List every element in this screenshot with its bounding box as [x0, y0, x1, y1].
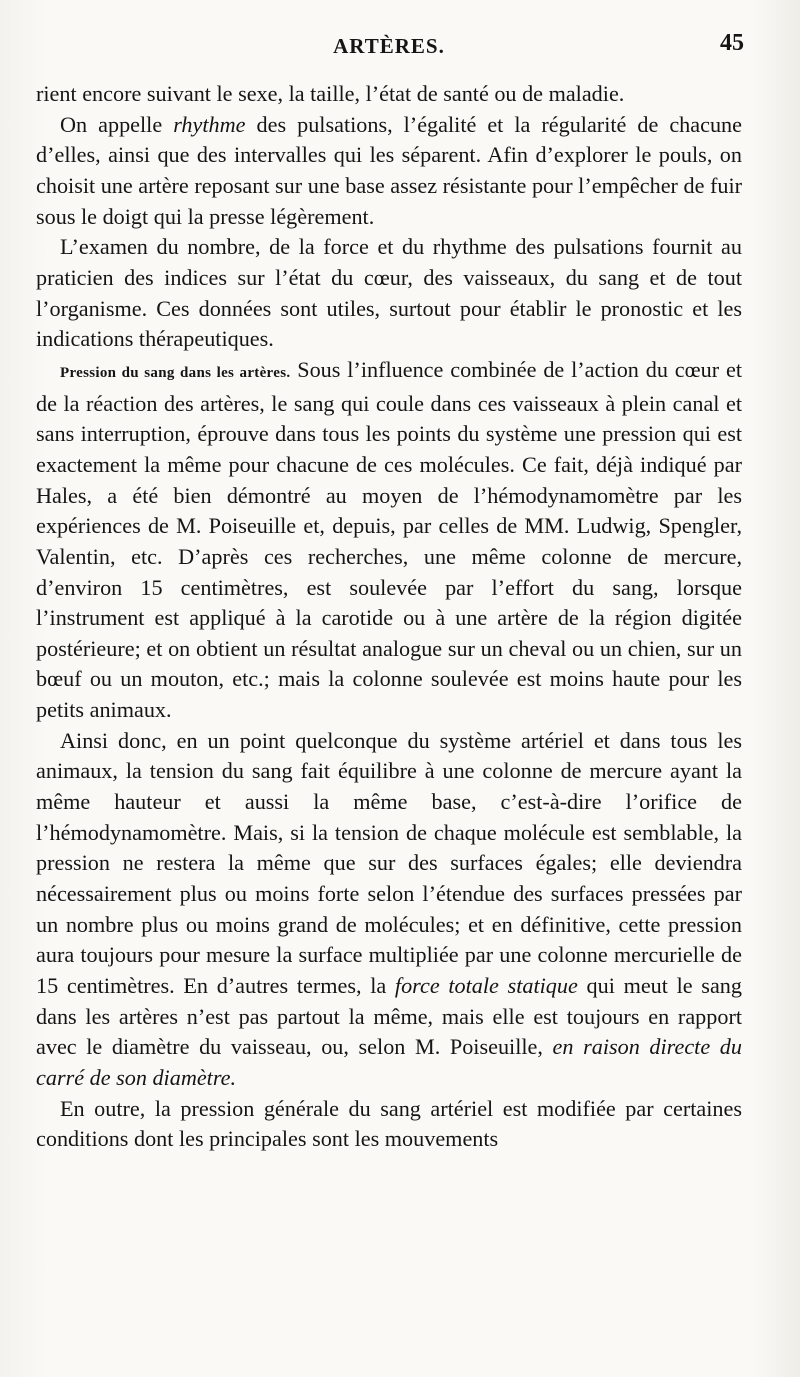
page-header: [36, 30, 742, 70]
paragraph-5-text-b: qui meut le sang dans les artères n’est pas partout la même, mais elle est toujours en rapport avec le diamètre du vaisseau, ou, selon M. Poiseuille,: [36, 973, 742, 1060]
paragraph-1-text: rient encore suivant le sexe, la taille, l’état de santé ou de maladie.: [36, 81, 625, 106]
page-number: 45: [720, 30, 744, 56]
paragraph-2-text-a: On appelle: [60, 111, 174, 137]
paragraph-3: [36, 232, 742, 355]
paragraph-2-text-b: des pulsations, l’égalité et la régularité de chacune d’elles, ainsi que des intervalles qui les séparent. Afin d’explorer le pouls, on choisit une artère reposant sur une base assez résistante pour l’empêcher de fuir sous le doigt qui la presse légèrement.: [36, 111, 743, 229]
paragraph-5-text-a: Ainsi donc, en un point quelconque du système artériel et dans tous les animaux, la tension du sang fait équilibre à une colonne de mercure ayant la même hauteur et aussi la même base, c’est-à-dire l’orifice de l’hémodynamomètre. Mais, si la tension de chaque molécule est semblable, la pression ne restera la même que sur des surfaces égales; elle deviendra nécessairement plus ou moins forte selon l’étendue des surfaces pressées par un nombre plus ou moins grand de molécules; et en définitive, cette pression aura toujours pour mesure la surface multipliée par une colonne mercurielle de 15 centimètres. En d’autres termes, la: [36, 727, 742, 999]
paragraph-4-text: Sous l’influence combinée de l’action du cœur et de la réaction des artères, le sang qui coule dans ces vaisseaux à plein canal et sans interruption, éprouve dans tous les points du système une pression qui est exactement la même pour chacune de ces molécules. Ce fait, déjà indiqué par Hales, a été bien démontré au moyen de l’hémodynamomètre par les expériences de M. Poiseuille et, depuis, par celles de MM. Ludwig, Spengler, Valentin, etc. D’après ces recherches, une même colonne de mercure, d’environ 15 centimètres, est soulevée par l’effort du sang, lorsque l’instrument est appliqué à la carotide ou à une artère de la région digitée postérieure; et on obtient un résultat analogue sur un cheval ou un chien, sur un bœuf ou un mouton, etc.; mais la colonne soulevée est moins haute pour les petits animaux.: [36, 356, 743, 723]
paragraph-5-italic-term: force totale statique: [394, 973, 578, 999]
section-heading: Pression du sang dans les artères.: [60, 364, 291, 381]
paragraph-2: [36, 110, 742, 233]
paragraph-5: [36, 726, 742, 1094]
paragraph-4: [36, 355, 742, 726]
paragraph-1: [36, 79, 742, 110]
paragraph-5-italic-phrase: en raison directe du carré de son diamètre.: [36, 1034, 742, 1090]
paragraph-6-text: En outre, la pression générale du sang artériel est modifiée par certaines conditions dont les principales sont les mouvements: [36, 1095, 742, 1152]
body-text: [36, 79, 742, 1155]
paragraph-2-italic-term: rhythme: [173, 111, 246, 137]
paragraph-3-text: L’examen du nombre, de la force et du rhythme des pulsations fournit au praticien des indices sur l’état du cœur, des vaisseaux, du sang et de tout l’organisme. Ces données sont utiles, surtout pour établir le pronostic et les indications thérapeutiques.: [36, 234, 742, 352]
running-title: ARTÈRES.: [333, 34, 445, 58]
paragraph-6: [36, 1094, 742, 1155]
